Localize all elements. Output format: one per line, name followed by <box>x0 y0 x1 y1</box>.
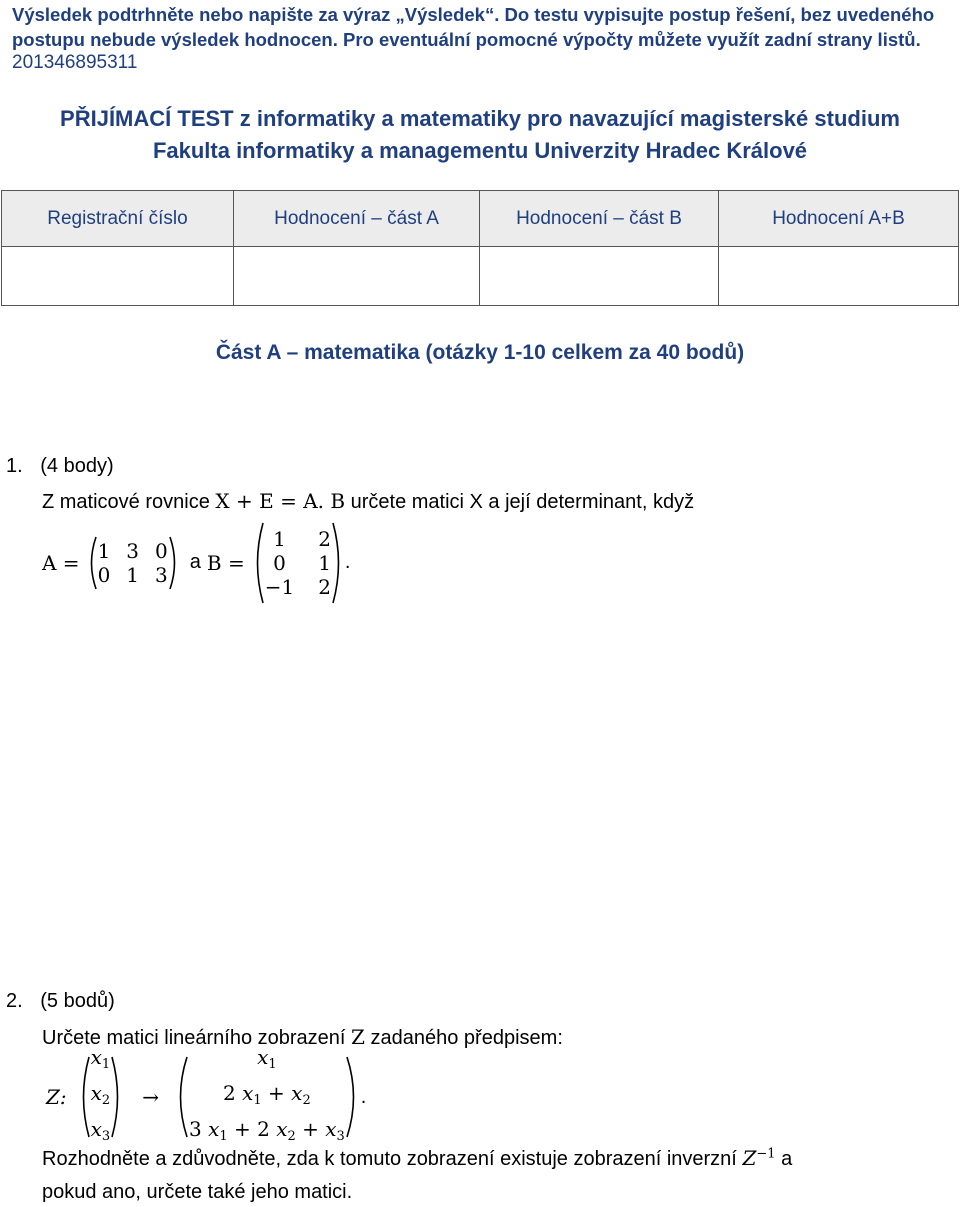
input-vector-cell: $x_3$ <box>90 1117 111 1144</box>
test-code: 201346895311 <box>12 52 138 73</box>
q1-equation: X + E = A. B <box>215 489 346 513</box>
matrix-b <box>265 527 331 599</box>
right-paren-icon <box>110 1055 124 1139</box>
output-vector-cell: 2 $x_1 + x_2$ <box>223 1081 311 1108</box>
matrix-a <box>98 539 168 587</box>
left-paren-icon <box>251 521 265 605</box>
header-score-part-a: Hodnocení – část A <box>234 191 480 247</box>
left-paren-icon <box>86 535 98 591</box>
q1-matrices <box>42 520 350 605</box>
q2-end: . <box>360 1085 367 1108</box>
maps-to-arrow-icon: → <box>142 1085 159 1109</box>
q2-text-after: zadaného předpisem: <box>370 1027 563 1049</box>
q2-points: (5 bodů) <box>40 990 115 1012</box>
right-paren-icon <box>168 535 180 591</box>
right-paren-icon <box>345 1055 361 1139</box>
test-title: PŘIJÍMACÍ TEST z informatiky a matematiky pro navazující magisterské studium <box>60 106 900 131</box>
q1-number: 1. <box>6 455 23 477</box>
q2-inverse-symbol: Z <box>742 1146 757 1170</box>
matrix-b-cell: 2 <box>318 574 331 599</box>
matrix-b-cell: 2 <box>318 526 331 551</box>
instructions-text: Výsledek podtrhněte nebo napište za výraz „Výsledek“. Do testu vypisujte postup řešení, bez uvedeného postupu nebude výsledek hodnocen. Pro eventuální pomocné výpočty můžete využít zadní strany listů. <box>12 4 935 50</box>
q1-heading <box>6 455 114 478</box>
score-total-cell[interactable] <box>719 247 959 306</box>
q2-question-after: a <box>781 1148 793 1170</box>
q2-question-before: Rozhodněte a zdůvodněte, zda k tomuto zobrazení existuje zobrazení inverzní <box>42 1148 737 1170</box>
matrix-b-cell: 1 <box>273 526 286 551</box>
matrix-a-cell: 0 <box>155 538 168 563</box>
faculty-title: Fakulta informatiky a managementu Univerzity Hradec Králové <box>152 138 808 163</box>
matrix-a-cell: 1 <box>126 562 140 587</box>
output-vector-cell: 3 $x_1 + 2$ $x_2 + x_3$ <box>188 1117 345 1144</box>
input-vector-cell: $x_2$ <box>90 1081 111 1108</box>
q2-question-line2: pokud ano, určete také jeho matici. <box>42 1181 353 1203</box>
q2-question <box>42 1146 792 1171</box>
matrix-a-cell: 1 <box>97 538 111 563</box>
header-score-part-b: Hodnocení – část B <box>480 191 719 247</box>
q2-heading <box>6 990 115 1013</box>
input-vector <box>91 1043 111 1151</box>
header-score-total: Hodnocení A+B <box>719 191 959 247</box>
matrix-b-cell: 1 <box>318 550 331 575</box>
left-paren-icon <box>77 1055 91 1139</box>
q1-points: (4 body) <box>40 455 114 477</box>
right-paren-icon <box>331 521 345 605</box>
left-paren-icon <box>173 1055 189 1139</box>
q1-end: . <box>344 551 351 573</box>
matrix-a-cell: 3 <box>155 562 168 587</box>
matrix-b-cell: 0 <box>273 550 286 575</box>
matrix-b-cell: −1 <box>264 574 295 599</box>
header-registration-number: Registrační číslo <box>2 191 234 247</box>
output-vector <box>189 1043 345 1151</box>
q2-map-name: Z <box>351 1025 365 1049</box>
q2-mapping <box>46 1045 367 1144</box>
q1-text-before: Z maticové rovnice <box>42 491 210 513</box>
matrix-a-cell: 3 <box>126 538 140 563</box>
section-title: Část A – matematika (otázky 1-10 celkem za 40 bodů) <box>215 341 745 364</box>
matrix-b-label: B = <box>206 550 245 575</box>
matrix-a-label: A = <box>42 550 80 575</box>
input-vector-cell: $x_1$ <box>90 1045 111 1072</box>
registration-number-cell[interactable] <box>2 247 234 306</box>
q1-text-after: určete matici X a její determinant, když <box>350 491 695 513</box>
q2-map-label: Z: <box>46 1085 67 1109</box>
output-vector-cell: $x_1$ <box>257 1045 277 1072</box>
q1-joiner: a <box>189 551 201 573</box>
q1-text <box>42 489 694 514</box>
q2-number: 2. <box>6 990 23 1012</box>
q2-inverse-exponent: −1 <box>756 1146 776 1162</box>
matrix-a-cell: 0 <box>97 562 111 587</box>
q2-text-before: Určete matici lineárního zobrazení <box>42 1027 346 1049</box>
score-part-a-cell[interactable] <box>234 247 480 306</box>
score-part-b-cell[interactable] <box>480 247 719 306</box>
score-table <box>1 190 959 306</box>
